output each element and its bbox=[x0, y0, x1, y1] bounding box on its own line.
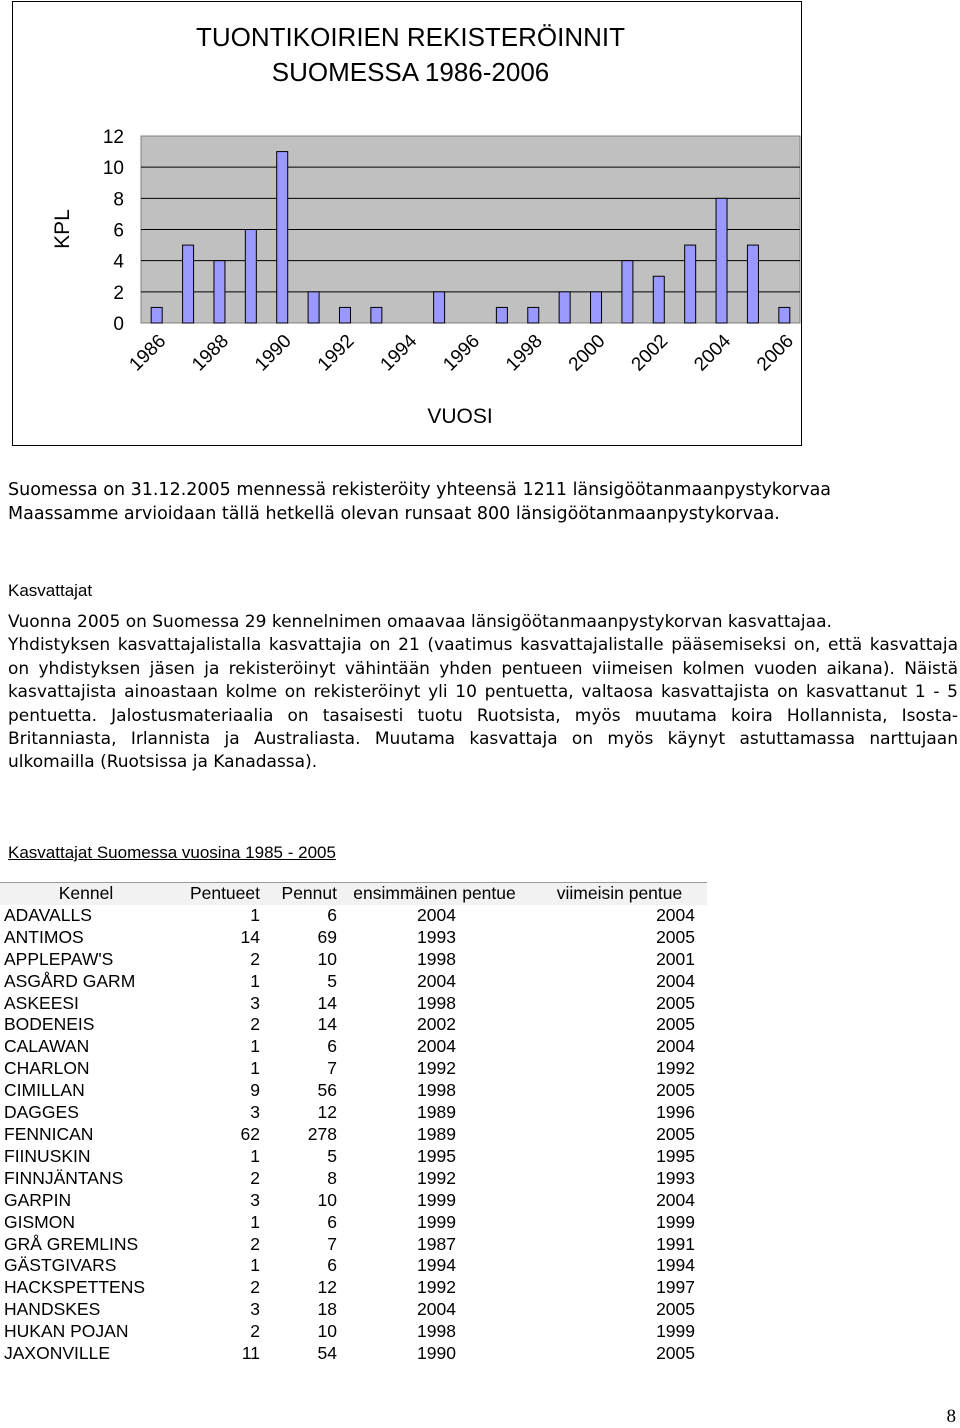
cell-latest-litter: 1999 bbox=[656, 1211, 695, 1232]
y-tick-label: 10 bbox=[102, 158, 124, 180]
x-tick-label: 1994 bbox=[376, 330, 422, 376]
cell-latest-litter: 2004 bbox=[656, 970, 695, 991]
table-row bbox=[0, 1102, 707, 1124]
cell-first-litter: 2004 bbox=[417, 1036, 456, 1057]
cell-first-litter: 1989 bbox=[417, 1102, 456, 1123]
table-row bbox=[0, 927, 707, 949]
cell-litters: 3 bbox=[250, 1299, 260, 1320]
x-tick-label: 1990 bbox=[251, 330, 296, 376]
cell-kennel: FINNJÄNTANS bbox=[4, 1167, 124, 1188]
cell-latest-litter: 2005 bbox=[656, 1343, 695, 1364]
bar bbox=[779, 307, 790, 323]
bar bbox=[308, 292, 319, 323]
cell-latest-litter: 1992 bbox=[656, 1058, 695, 1079]
cell-kennel: APPLEPAW'S bbox=[4, 948, 114, 969]
cell-kennel: FENNICAN bbox=[4, 1123, 94, 1144]
col-header-latest-litter: viimeisin pentue bbox=[532, 883, 707, 905]
cell-litters: 1 bbox=[250, 970, 260, 991]
cell-latest-litter: 1997 bbox=[656, 1277, 695, 1298]
cell-puppies: 14 bbox=[317, 992, 337, 1013]
cell-litters: 2 bbox=[250, 1321, 260, 1342]
cell-puppies: 5 bbox=[327, 970, 337, 991]
x-tick-label: 2000 bbox=[564, 330, 610, 376]
table-row bbox=[0, 1036, 707, 1058]
table-row bbox=[0, 1277, 707, 1299]
bar bbox=[559, 292, 570, 323]
table-row bbox=[0, 1234, 707, 1256]
breeders-text bbox=[8, 611, 958, 775]
table-row bbox=[0, 1124, 707, 1146]
cell-kennel: CIMILLAN bbox=[4, 1080, 85, 1101]
cell-first-litter: 1989 bbox=[417, 1123, 456, 1144]
bar bbox=[214, 261, 225, 323]
x-tick-label: 2002 bbox=[627, 330, 673, 376]
y-axis-label: KPL bbox=[51, 209, 74, 249]
cell-latest-litter: 2001 bbox=[656, 948, 695, 969]
cell-litters: 2 bbox=[250, 1277, 260, 1298]
cell-puppies: 10 bbox=[317, 1189, 337, 1210]
col-header-puppies: Pennut bbox=[260, 883, 337, 905]
x-tick-label: 2006 bbox=[753, 330, 798, 376]
table-row bbox=[0, 1255, 707, 1277]
bar bbox=[371, 307, 382, 323]
x-tick-label: 1988 bbox=[188, 330, 233, 376]
bar bbox=[685, 245, 696, 323]
cell-litters: 2 bbox=[250, 948, 260, 969]
cell-litters: 1 bbox=[250, 1211, 260, 1232]
cell-puppies: 69 bbox=[317, 926, 337, 947]
cell-first-litter: 1990 bbox=[417, 1343, 456, 1364]
chart-title-line2: SUOMESSA 1986-2006 bbox=[271, 57, 550, 87]
intro-text bbox=[8, 478, 953, 526]
cell-kennel: GARPIN bbox=[4, 1189, 72, 1210]
cell-latest-litter: 1994 bbox=[656, 1255, 695, 1276]
cell-puppies: 10 bbox=[317, 1321, 337, 1342]
breeders-paragraph-1: Vuonna 2005 on Suomessa 29 kennelnimen omaavaa länsigöötanmaanpystykorvan kasvattajaa. bbox=[8, 612, 832, 632]
table-row bbox=[0, 1299, 707, 1321]
breeders-heading: Kasvattajat bbox=[8, 581, 93, 600]
cell-litters: 62 bbox=[240, 1123, 260, 1144]
cell-puppies: 6 bbox=[327, 1036, 337, 1057]
cell-kennel: CALAWAN bbox=[4, 1036, 90, 1057]
cell-kennel: ASGÅRD GARM bbox=[4, 970, 136, 991]
cell-puppies: 12 bbox=[317, 1277, 337, 1298]
x-tick-label: 1986 bbox=[125, 330, 171, 376]
cell-litters: 2 bbox=[250, 1014, 260, 1035]
chart-frame bbox=[12, 1, 802, 446]
cell-kennel: HANDSKES bbox=[4, 1299, 101, 1320]
table-row bbox=[0, 971, 707, 993]
table-row bbox=[0, 993, 707, 1015]
cell-latest-litter: 2004 bbox=[656, 1036, 695, 1057]
bar bbox=[591, 292, 602, 323]
cell-latest-litter: 2005 bbox=[656, 1080, 695, 1101]
cell-first-litter: 1998 bbox=[417, 1080, 456, 1101]
cell-first-litter: 1998 bbox=[417, 992, 456, 1013]
bar bbox=[747, 245, 758, 323]
cell-latest-litter: 2005 bbox=[656, 992, 695, 1013]
bar bbox=[151, 307, 162, 323]
cell-puppies: 14 bbox=[317, 1014, 337, 1035]
cell-litters: 1 bbox=[250, 1145, 260, 1166]
table-row bbox=[0, 1146, 707, 1168]
table-row bbox=[0, 905, 707, 927]
cell-latest-litter: 2004 bbox=[656, 1189, 695, 1210]
cell-kennel: GÄSTGIVARS bbox=[4, 1255, 117, 1276]
table-row bbox=[0, 1212, 707, 1234]
cell-first-litter: 1999 bbox=[417, 1189, 456, 1210]
x-axis-label: VUOSI bbox=[427, 405, 493, 428]
cell-kennel: HACKSPETTENS bbox=[4, 1277, 145, 1298]
cell-kennel: FIINUSKIN bbox=[4, 1145, 91, 1166]
cell-litters: 1 bbox=[250, 1255, 260, 1276]
chart-title bbox=[13, 20, 808, 90]
table-row bbox=[0, 1058, 707, 1080]
cell-first-litter: 1987 bbox=[417, 1233, 456, 1254]
cell-litters: 3 bbox=[250, 992, 260, 1013]
cell-puppies: 18 bbox=[317, 1299, 337, 1320]
cell-first-litter: 2004 bbox=[417, 970, 456, 991]
cell-puppies: 56 bbox=[317, 1080, 337, 1101]
cell-first-litter: 1992 bbox=[417, 1058, 456, 1079]
cell-first-litter: 1998 bbox=[417, 948, 456, 969]
bar bbox=[434, 292, 445, 323]
x-tick-label: 1996 bbox=[439, 330, 485, 376]
cell-first-litter: 2002 bbox=[417, 1014, 456, 1035]
cell-first-litter: 1998 bbox=[417, 1321, 456, 1342]
table-row bbox=[0, 1080, 707, 1102]
kennel-table bbox=[0, 882, 707, 1365]
intro-line-1: Suomessa on 31.12.2005 mennessä rekisteröity yhteensä 1211 länsigöötanmaanpystykorvaa bbox=[8, 480, 832, 500]
cell-puppies: 5 bbox=[327, 1145, 337, 1166]
x-tick-label: 2004 bbox=[690, 330, 736, 376]
cell-puppies: 6 bbox=[327, 1255, 337, 1276]
y-tick-label: 4 bbox=[113, 251, 124, 273]
x-tick-label: 1998 bbox=[502, 330, 547, 376]
col-header-litters: Pentueet bbox=[172, 883, 260, 905]
cell-first-litter: 2004 bbox=[417, 904, 456, 925]
cell-litters: 2 bbox=[250, 1233, 260, 1254]
bar bbox=[277, 152, 288, 323]
bar bbox=[716, 198, 727, 323]
cell-kennel: CHARLON bbox=[4, 1058, 90, 1079]
cell-puppies: 6 bbox=[327, 1211, 337, 1232]
cell-first-litter: 1999 bbox=[417, 1211, 456, 1232]
table-row bbox=[0, 949, 707, 971]
cell-latest-litter: 1993 bbox=[656, 1167, 695, 1188]
cell-litters: 11 bbox=[241, 1343, 260, 1364]
cell-litters: 1 bbox=[250, 1036, 260, 1057]
cell-latest-litter: 1991 bbox=[656, 1233, 695, 1254]
cell-litters: 1 bbox=[250, 904, 260, 925]
cell-litters: 3 bbox=[250, 1102, 260, 1123]
col-header-first-litter: ensimmäinen pentue bbox=[337, 883, 532, 905]
bar bbox=[653, 276, 664, 323]
bar bbox=[622, 261, 633, 323]
cell-litters: 1 bbox=[250, 1058, 260, 1079]
cell-kennel: ANTIMOS bbox=[4, 926, 84, 947]
cell-litters: 2 bbox=[250, 1167, 260, 1188]
cell-first-litter: 1993 bbox=[417, 926, 456, 947]
y-tick-label: 8 bbox=[113, 189, 124, 211]
breeders-paragraph-2: Yhdistyksen kasvattajalistalla kasvattajia on 21 (vaatimus kasvattajalistalle pääsemiseksi on, että kasvattaja on yhdistyksen jäsen ja rekisteröinyt vähintään yhden pentueen viimeisen kolmen vuoden aikana). Näistä kasvattajista ainoastaan kolme on rekisteröinyt yli 10 pentuetta, valtaosa kasvattajista on kasvattanut 1 - 5 pentuetta. Jalostusmateriaalia on tasaisesti tuotu Ruotsista, myös muutama koira Hollannista, Isosta-Britanniasta, Irlannista ja Australiasta. Muutama kasvattaja on myös käynyt astuttamassa narttujaan ulkomailla (Ruotsissa ja Kanadassa). bbox=[8, 635, 958, 773]
cell-kennel: ASKEESI bbox=[4, 992, 79, 1013]
cell-latest-litter: 2005 bbox=[656, 926, 695, 947]
cell-first-litter: 1995 bbox=[417, 1145, 456, 1166]
bar bbox=[528, 307, 539, 323]
y-tick-label: 6 bbox=[113, 220, 124, 242]
cell-kennel: BODENEIS bbox=[4, 1014, 95, 1035]
bar bbox=[183, 245, 194, 323]
cell-puppies: 278 bbox=[307, 1123, 337, 1144]
y-tick-label: 2 bbox=[113, 282, 124, 304]
bar bbox=[339, 307, 350, 323]
cell-kennel: HUKAN POJAN bbox=[4, 1321, 129, 1342]
cell-first-litter: 1992 bbox=[417, 1167, 456, 1188]
cell-first-litter: 1994 bbox=[417, 1255, 456, 1276]
x-tick-label: 1992 bbox=[313, 330, 359, 376]
table-row bbox=[0, 1343, 707, 1365]
cell-litters: 14 bbox=[240, 926, 260, 947]
cell-litters: 9 bbox=[250, 1080, 260, 1101]
cell-latest-litter: 1995 bbox=[656, 1145, 695, 1166]
cell-latest-litter: 2005 bbox=[656, 1123, 695, 1144]
cell-latest-litter: 1999 bbox=[656, 1321, 695, 1342]
cell-kennel: GRÅ GREMLINS bbox=[4, 1233, 139, 1254]
cell-kennel: ADAVALLS bbox=[4, 904, 92, 925]
cell-puppies: 7 bbox=[327, 1233, 337, 1254]
page-number: 8 bbox=[946, 1406, 956, 1427]
cell-kennel: GISMON bbox=[4, 1211, 75, 1232]
cell-latest-litter: 2004 bbox=[656, 904, 695, 925]
bar bbox=[496, 307, 507, 323]
cell-puppies: 8 bbox=[327, 1167, 337, 1188]
cell-first-litter: 1992 bbox=[417, 1277, 456, 1298]
bar bbox=[245, 230, 256, 324]
table-row bbox=[0, 1168, 707, 1190]
intro-line-2: Maassamme arvioidaan tällä hetkellä olevan runsaat 800 länsigöötanmaanpystykorvaa. bbox=[8, 504, 780, 524]
y-tick-label: 12 bbox=[102, 127, 124, 148]
table-row bbox=[0, 1190, 707, 1212]
y-tick-label: 0 bbox=[113, 314, 124, 335]
cell-latest-litter: 2005 bbox=[656, 1299, 695, 1320]
cell-puppies: 12 bbox=[317, 1102, 337, 1123]
table-header-row bbox=[0, 883, 707, 905]
cell-latest-litter: 1996 bbox=[656, 1102, 695, 1123]
chart-title-line1: TUONTIKOIRIEN REKISTERÖINNIT bbox=[195, 22, 626, 52]
cell-puppies: 54 bbox=[317, 1343, 337, 1364]
cell-puppies: 10 bbox=[317, 948, 337, 969]
cell-puppies: 7 bbox=[327, 1058, 337, 1079]
cell-litters: 3 bbox=[250, 1189, 260, 1210]
table-row bbox=[0, 1014, 707, 1036]
cell-kennel: JAXONVILLE bbox=[4, 1343, 111, 1364]
col-header-kennel: Kennel bbox=[0, 883, 172, 905]
cell-first-litter: 2004 bbox=[417, 1299, 456, 1320]
cell-latest-litter: 2005 bbox=[656, 1014, 695, 1035]
table-row bbox=[0, 1321, 707, 1343]
breeders-table-heading: Kasvattajat Suomessa vuosina 1985 - 2005 bbox=[8, 843, 336, 862]
cell-puppies: 6 bbox=[327, 904, 337, 925]
cell-kennel: DAGGES bbox=[4, 1102, 79, 1123]
